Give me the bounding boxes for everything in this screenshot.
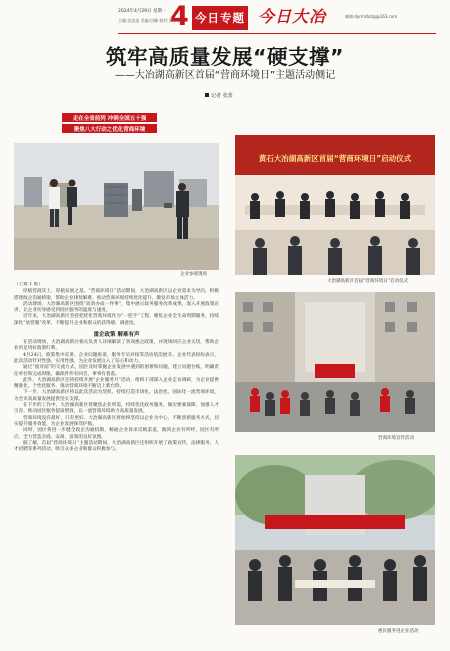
- campaign-tag-2: 聚焦八大行动之优化营商环境: [62, 124, 157, 133]
- article-headline: 筑牢高质量发展“硬支撑”: [106, 45, 344, 69]
- issue-date: 2024年4月29日 星期一: [118, 9, 167, 14]
- byline-text: 记者 张蕾: [211, 93, 233, 99]
- paragraph: 厚植营商沃土，厚植发展之基。“营商环境日”活动期间，大冶湖高新区以企业需求为导向，积极搭建政企沟通桥梁，帮助企业排忧解难，推动营商环境持续优化提升，激发市场主体活力。: [14, 289, 219, 301]
- launch-ceremony-caption: 大冶湖高新区首届“营商环境日”启动仪式: [327, 279, 409, 284]
- section-label: 今日专题: [192, 6, 248, 30]
- section-subtitle: 重企政策 解难有声: [93, 332, 140, 339]
- launch-ceremony-photo: [235, 135, 435, 275]
- paragraph: 在活动现场，大冶湖高新区相关负责人详细解读了各项惠企政策，并现场回应企业关切，帮助企业用足用好政策红利。: [14, 340, 219, 352]
- page-number: 4: [170, 1, 189, 32]
- site-visit-caption: 企业参观现场: [180, 272, 207, 277]
- byline: [205, 92, 233, 99]
- contact-email: 邮箱:dyrmrbzzg@163.com: [345, 14, 398, 19]
- continued-note: （上接 1 版）: [14, 282, 43, 287]
- paragraph: 在下步的工作中，大冶湖高新区将聚焦企业所需，持续优化政务服务，做实要素保障，加强人才引育，推动园区服务提质增效，以一流营商环境助力高质量发展。: [14, 403, 219, 415]
- paragraph: 活动现场，大冶湖高新区围绕“高效办成一件事”，集中展示政务服务改革成果，深入开展政策宣讲，让企业切身感受到园区服务的温度与速度。: [14, 301, 219, 314]
- enterprise-service-photo: [235, 455, 435, 625]
- paragraph: 通过“面对面”的交流方式，园区及时掌握企业发展中遇到的困难和问题，建立问题台账，明确责任单位和完成时限，确保件件有回音、事事有着落。: [14, 365, 219, 377]
- editor-credits: 主编:范忠池 美编:田颖 校对:朱宇华: [118, 18, 181, 23]
- newspaper-logo: 今日大冶: [258, 7, 327, 26]
- promotion-event-photo: [235, 292, 435, 432]
- ceremony-banner-text: 黄石大冶湖高新区首届“营商环境日”启动仪式: [258, 154, 412, 163]
- paragraph: 营商环境没有最好，只有更好。大冶湖高新区将始终坚持以企业为中心，不断创新服务方式，切实提升服务效能，为企业发展保驾护航。: [14, 415, 219, 427]
- paragraph: 据了解，首届“营商环境日”主题活动期间，大冶湖高新区还组织开展了政策宣传、法律服务、人才招聘等系列活动，吸引众多企业和群众积极参与。: [14, 440, 219, 453]
- article-body: [14, 282, 219, 642]
- paragraph: 下一步，大冶湖高新区将以此次活动为契机，持续打造市场化、法治化、国际化一流营商环境，为全市高质量发展提供坚实支撑。: [14, 390, 219, 402]
- article-subhead: ——大冶湖高新区首届“营商环境日”主题活动侧记: [114, 70, 336, 81]
- promotion-event-caption: 营商环境宣传活动: [378, 436, 414, 441]
- byline-marker-icon: [205, 93, 209, 97]
- campaign-tag-1: 走在全省前列 冲刺全国五十强: [62, 113, 157, 122]
- masthead-rule: [118, 33, 436, 34]
- paragraph: 4月24日，政策集中宣讲、企业问题座谈、服务专员对接等活动依次展开。企业代表纷纷表示，此次活动针对性强、实用性强，为企业发展注入了信心和动力。: [14, 352, 219, 364]
- site-visit-photo: [14, 143, 219, 270]
- enterprise-service-caption: 惠民服务进企业活动: [378, 629, 419, 634]
- paragraph: 此外，大冶湖高新区还将持续开展“企业服务月”活动，组织干部深入企业走访调研，为企业提供精准化、个性化服务，推动营商环境不断迈上新台阶。: [14, 377, 219, 390]
- paragraph: 近年来，大冶湖高新区坚持把优化营商环境作为“一把手”工程，聚焦企业全生命周期服务，持续深化“放管服”改革，不断提升企业和群众的获得感、满意度。: [14, 314, 219, 326]
- paragraph: 同时，园区将进一步健全政企沟通机制，畅通企业诉求反映渠道，做到企业有所呼、园区有所应，全力营造亲商、安商、富商的良好氛围。: [14, 428, 219, 440]
